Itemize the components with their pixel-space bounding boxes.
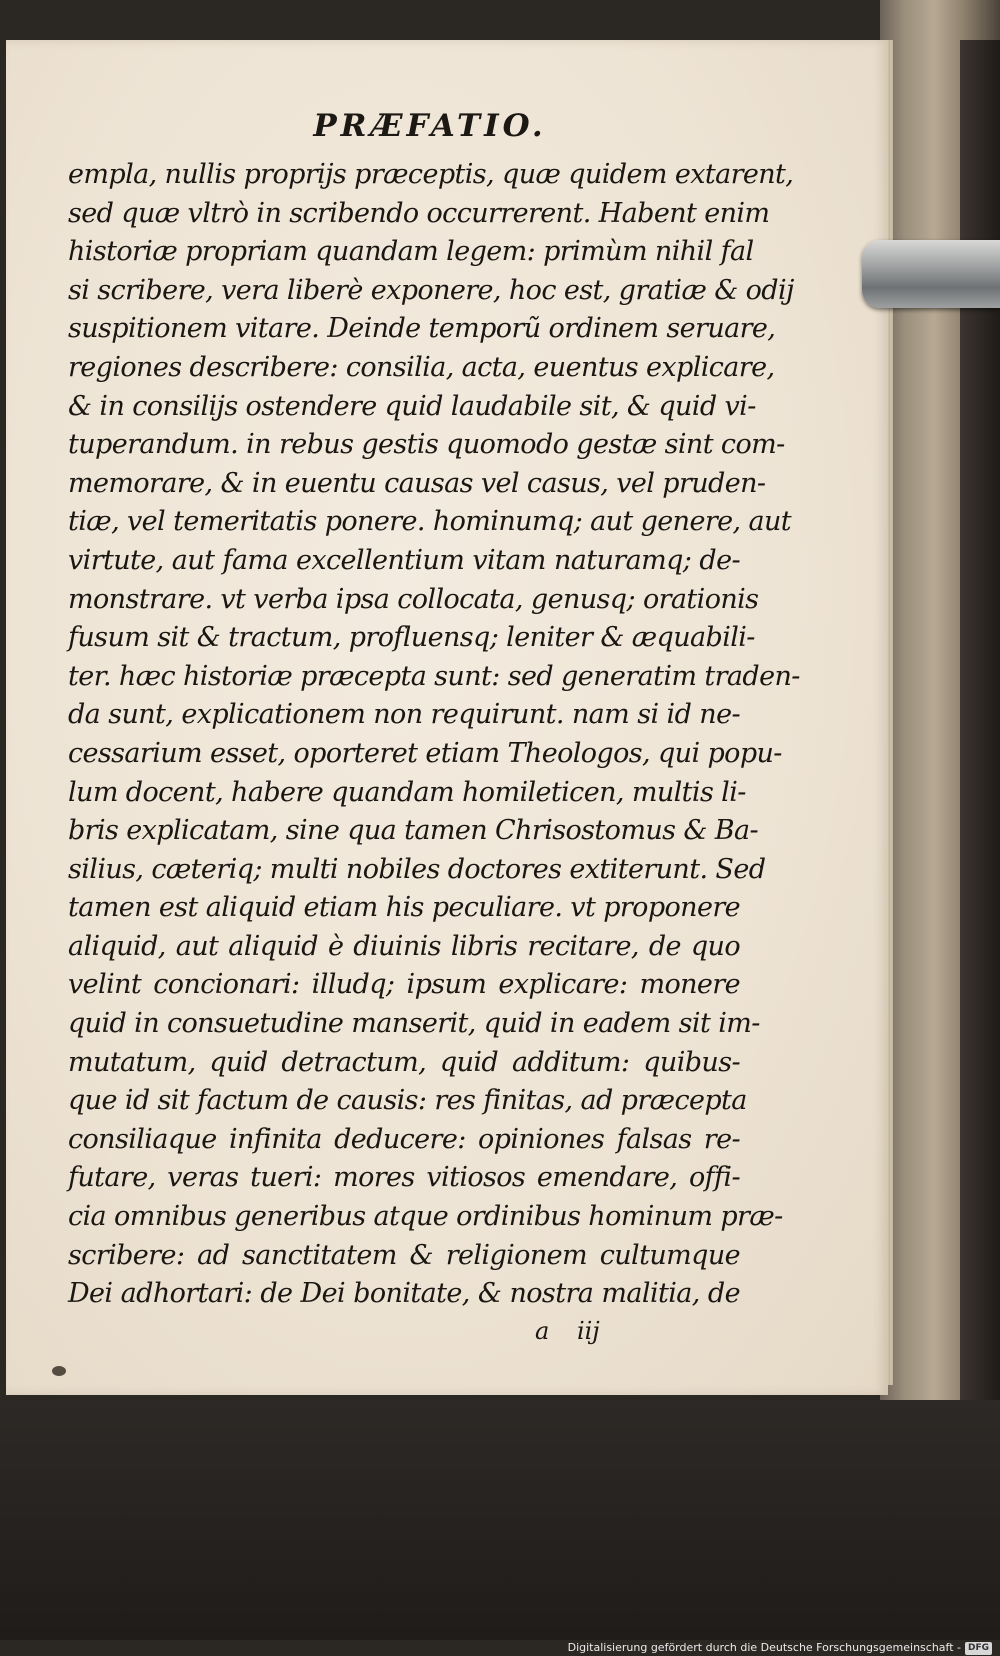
text-line: empla, nullis proprijs præceptis, quæ quidem extarent,: [68, 159, 794, 190]
text-line: ter. hæc historiæ præcepta sunt: sed generatim traden-: [68, 660, 800, 692]
text-line: memorare, & in euentu causas vel casus, vel pruden-: [68, 467, 766, 499]
text-line: cia omnibus generibus atque ordinibus hominum præ-: [68, 1201, 783, 1233]
text-line: bris explicatam, sine qua tamen Chrisostomus & Ba-: [68, 815, 759, 847]
body-text: [68, 156, 800, 1314]
text-line: fusum sit & tractum, profluensq; leniter & æquabili-: [68, 622, 755, 654]
text-line: tamen est aliquid etiam his peculiare. vt proponere: [68, 892, 741, 924]
text-line: lum docent, habere quandam homileticen, multis li-: [68, 776, 746, 808]
text-line: aliquid, aut aliquid è diuinis libris recitare, de quo: [68, 930, 740, 962]
text-line: sed quæ vltrò in scribendo occurrerent. Habent enim: [68, 197, 770, 229]
text-line: futare, veras tueri: mores vitiosos emendare, offi-: [68, 1162, 740, 1194]
text-line: que id sit factum de causis: res finitas, ad præcepta: [68, 1085, 747, 1117]
text-line: quid in consuetudine manserit, quid in eadem sit im-: [68, 1008, 760, 1040]
text-line: tiæ, vel temeritatis ponere. hominumq; aut genere, aut: [68, 506, 792, 538]
text-line: scribere: ad sanctitatem & religionem cultumque: [68, 1239, 740, 1271]
text-line: silius, cæteriq; multi nobiles doctores extiterunt. Sed: [68, 853, 766, 885]
text-line: monstrare. vt verba ipsa collocata, genusq; orationis: [68, 583, 759, 615]
credit-text: Digitalisierung gefördert durch die Deutsche Forschungsgemeinschaft -: [567, 1641, 961, 1654]
signature-mark: a iij: [535, 1317, 600, 1345]
ink-spot: [52, 1366, 66, 1376]
text-line: & in consilijs ostendere quid laudabile sit, & quid vi-: [68, 390, 756, 422]
text-line: suspitionem vitare. Deinde temporũ ordinem seruare,: [68, 313, 776, 345]
digitization-credit: [568, 1640, 992, 1656]
lower-cover: [0, 1400, 1000, 1640]
text-line: cessarium esset, oporteret etiam Theologos, qui popu-: [68, 737, 782, 769]
text-line: si scribere, vera liberè exponere, hoc est, gratiæ & odij: [68, 274, 794, 306]
page-clip: [862, 240, 1000, 308]
running-head: PRÆFATIO.: [313, 108, 547, 144]
text-line: velint concionari: illudq; ipsum explicare: monere: [68, 969, 740, 1001]
text-line: consiliaque infinita deducere: opiniones falsas re-: [68, 1123, 740, 1155]
text-line: regiones describere: consilia, acta, euentus explicare,: [68, 351, 775, 383]
text-line: virtute, aut fama excellentium vitam naturamq; de-: [68, 544, 740, 576]
text-line: da sunt, explicationem non requirunt. nam si id ne-: [68, 699, 740, 731]
text-line: mutatum, quid detractum, quid additum: quibus-: [68, 1046, 740, 1078]
text-line: Dei adhortari: de Dei bonitate, & nostra malitia, de: [68, 1278, 740, 1310]
text-line: historiæ propriam quandam legem: primùm nihil fal: [68, 236, 754, 268]
dfg-logo: DFG: [965, 1642, 992, 1655]
text-line: tuperandum. in rebus gestis quomodo gestæ sint com-: [68, 429, 785, 461]
